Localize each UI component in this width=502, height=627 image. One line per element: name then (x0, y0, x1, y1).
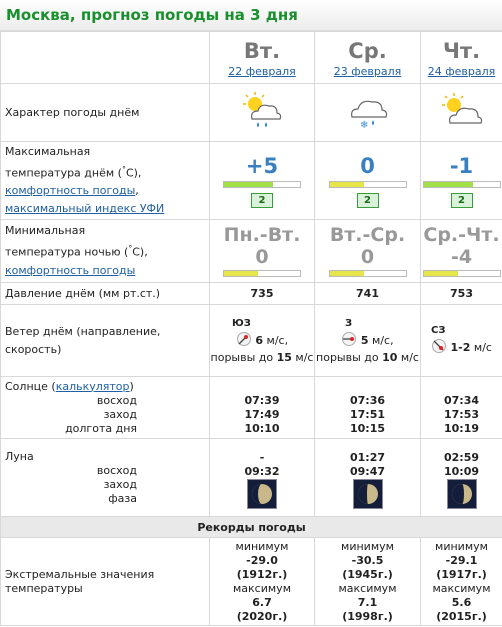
uvi-badge: 2 (357, 193, 379, 208)
day-header (210, 32, 315, 84)
days-header-row (1, 32, 502, 84)
moon-phase-icon (447, 479, 477, 509)
pressure-row (1, 283, 502, 305)
pressure-label: Давление днём (мм рт.ст.) (1, 283, 210, 305)
sun-cell: 07:36 17:51 10:15 (315, 377, 421, 439)
night-period: Пн.-Вт. (223, 223, 301, 246)
night-period: Вт.-Ср. (329, 223, 406, 246)
forecast-table (0, 31, 502, 626)
day-header (315, 32, 421, 84)
moon-cell: - 09:32 (210, 439, 315, 517)
max-temp-cell (421, 142, 502, 220)
min-temp-cell (421, 220, 502, 283)
calculator-link[interactable]: калькулятор (55, 379, 130, 393)
max-temp-cell (210, 142, 315, 220)
record-cell: минимум -29.1 (1917г.) максимум 5.6 (2015г.) (421, 538, 502, 626)
min-temp-label: Минимальная температура ночью (°С), комфортность погоды (1, 220, 210, 283)
max-temp-label: Максимальная температура днём (°С), комфортность погоды, максимальный индекс УФИ (1, 142, 210, 220)
wind-label: Ветер днём (направление, скорость) (1, 305, 210, 377)
pressure-value: 753 (421, 283, 502, 305)
comfort-bar (329, 270, 407, 277)
comfort-bar (423, 181, 501, 188)
moon-label: Луна восход заход фаза (1, 439, 210, 517)
comfort-bar (329, 181, 407, 188)
corner-cell (1, 32, 210, 84)
comfort-bar (223, 270, 301, 277)
comfort-bar (423, 270, 501, 277)
wind-arrow-icon (341, 331, 357, 351)
cloud-sun-rain-icon (240, 91, 284, 131)
min-temp-row (1, 220, 502, 283)
records-header: Рекорды погоды (1, 517, 502, 538)
wind-row (1, 305, 502, 377)
wind-direction: СЗ (431, 324, 446, 336)
comfort-bar (223, 181, 301, 188)
uvi-link[interactable]: максимальный индекс УФИ (5, 202, 165, 216)
record-cell: минимум -30.5 (1945г.) максимум 7.1 (1998г.) (315, 538, 421, 626)
max-temp-value: 0 (360, 154, 375, 178)
min-temp-value: 0 (360, 245, 375, 268)
pressure-value: 735 (210, 283, 315, 305)
moon-phase-icon (353, 479, 383, 509)
wind-direction: ЮЗ (232, 317, 251, 329)
max-temp-cell (315, 142, 421, 220)
wind-arrow-icon (431, 338, 447, 358)
wind-direction: З (345, 317, 353, 329)
wind-cell: З 5 м/с, порывы до 10 м/с (315, 305, 421, 377)
sun-cell: 07:34 17:53 10:19 (421, 377, 502, 439)
sun-label: Солнце (калькулятор) восход заход долгота дня (1, 377, 210, 439)
weather-label: Характер погоды днём (1, 84, 210, 142)
moon-phase-icon (247, 479, 277, 509)
pressure-value: 741 (315, 283, 421, 305)
page-title: Москва, прогноз погоды на 3 дня (0, 0, 502, 31)
moon-cell: 02:59 10:09 (421, 439, 502, 517)
comfort-link[interactable]: комфортность погоды (5, 184, 136, 198)
moon-row (1, 439, 502, 517)
min-temp-value: -4 (450, 245, 473, 268)
uvi-badge: 2 (451, 193, 473, 208)
max-temp-value: -1 (449, 154, 474, 178)
svg-text:❄: ❄ (359, 120, 368, 131)
day-date-link[interactable]: 22 февраля (228, 65, 296, 78)
day-header (421, 32, 502, 84)
weather-row (1, 84, 502, 142)
day-name: Ср. (348, 39, 387, 63)
cloud-snow-rain-icon (346, 91, 390, 131)
record-cell: минимум -29.0 (1912г.) максимум 6.7 (2020г.) (210, 538, 315, 626)
sun-row (1, 377, 502, 439)
sun-cell: 07:39 17:49 10:10 (210, 377, 315, 439)
min-temp-cell (210, 220, 315, 283)
day-date-link[interactable]: 23 февраля (333, 65, 402, 78)
day-name: Чт. (442, 39, 481, 63)
wind-cell: СЗ 1-2 м/с (421, 305, 502, 377)
night-period: Ср.-Чт. (423, 223, 500, 246)
max-temp-row (1, 142, 502, 220)
day-name: Вт. (243, 39, 281, 63)
wind-arrow-icon (236, 331, 252, 351)
wind-cell: ЮЗ 6 м/с, порывы до 15 м/с (210, 305, 315, 377)
max-temp-value: +5 (245, 154, 279, 178)
moon-cell: 01:27 09:47 (315, 439, 421, 517)
day-date-link[interactable]: 24 февраля (427, 65, 496, 78)
records-row (1, 538, 502, 626)
min-temp-cell (315, 220, 421, 283)
cloud-sun-icon (440, 91, 484, 131)
min-temp-value: 0 (255, 245, 269, 268)
extreme-label: Экстремальные значения температуры (1, 538, 210, 626)
records-header-row (1, 517, 502, 538)
comfort-link[interactable]: комфортность погоды (5, 263, 136, 277)
uvi-badge: 2 (251, 193, 273, 208)
